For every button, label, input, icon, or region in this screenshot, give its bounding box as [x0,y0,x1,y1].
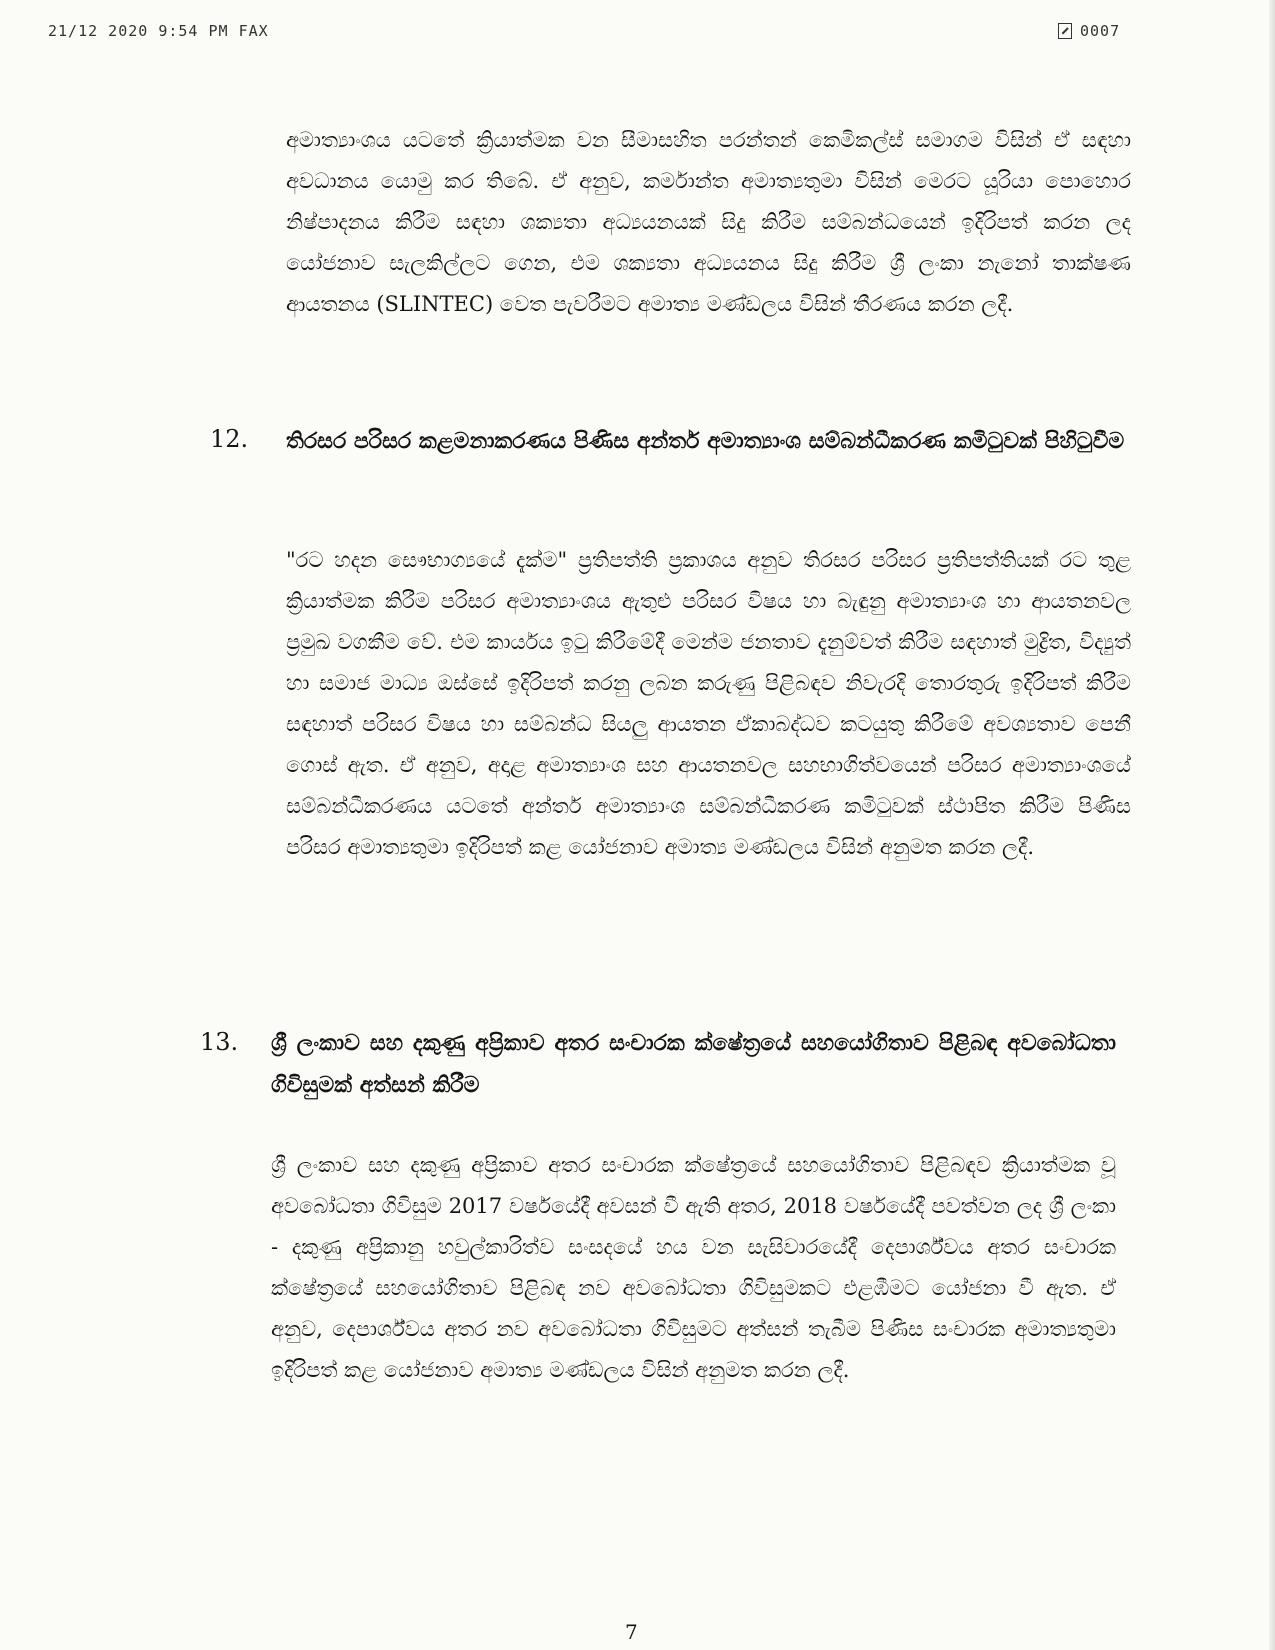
page-edge [1269,0,1275,1650]
section-13-number: 13. [200,1028,239,1056]
section-13-body: ශ්‍රී ලංකාව සහ දකුණු අප්‍රිකාව අතර සංචාරක ක්ෂේත්‍රයේ සහයෝගිතාව පිළිබඳව ක්‍රියාත්මක වූ අවබෝධතා ගිවිසුම 2017 වර්ෂයේදී අවසන් වී ඇති අතර, 2018 වර්ෂයේදී පවත්වන ලද ශ්‍රී ලංකා - දකුණු අප්‍රිකානු හවුල්කාරිත්ව සංසදයේ හය වන සැසිවාරයේදී දෙපාර්ශ්වය අතර සංචාරක ක්ෂේත්‍රයේ සහයෝගිතාව පිළිබඳ නව අවබෝධතා ගිවිසුමකට එළඹීමට යෝජනා වී ඇත. ඒ අනුව, දෙපාර්ශ්වය අතර නව අවබෝධතා ගිවිසුමට අත්සන් තැබීම පිණිස සංචාරක අමාත්‍යතුමා ඉදිරිපත් කළ යෝජනාව අමාත්‍ය මණ්ඩලය විසින් අනුමත කරන ලදී. [271,1153,1116,1382]
fax-page-code-text: 0007 [1080,22,1121,40]
fax-header: 21/12 2020 9:54 PM FAX [48,22,269,40]
section-12-number: 12. [210,425,249,453]
page-number: 7 [625,1620,638,1644]
section-12-title: තිරසර පරිසර කළමනාකරණය පිණිස අන්තර් අමාත්‍යාංශ සම්බන්ධීකරණ කමිටුවක් පිහිටුවීම [286,428,1125,454]
section-13-title: ශ්‍රී ලංකාව සහ දකුණු අප්‍රිකාව අතර සංචාරක ක්ෂේත්‍රයේ සහයෝගිතාව පිළිබඳ අවබෝධතා ගිවිසුමක් අත්සන් කිරීම [271,1030,1116,1098]
paragraph-continuation: අමාත්‍යාංශය යටතේ ක්‍රියාත්මක වන සීමාසහිත පරන්තන් කෙමිකල්ස් සමාගම විසින් ඒ සඳහා අවධානය යොමු කර තිබේ. ඒ අනුව, කර්මාන්ත අමාත්‍යතුමා විසින් මෙරට යූරියා පොහොර නිෂ්පාදනය කිරීම සඳහා ශක්‍යතා අධ්‍යයනයක් සිදු කිරීම සම්බන්ධයෙන් ඉදිරිපත් කරන ලද යෝජනාව සැලකිල්ලට ගෙන, එම ශක්‍යතා අධ්‍යයනය සිදු කිරීම ශ්‍රී ලංකා නැනෝ තාක්ෂණ ආයතනය (SLINTEC) වෙත පැවරීමට අමාත්‍ය මණ්ඩලය විසින් තීරණය කරන ලදී. [286,128,1131,316]
section-12-body: "රට හදන සෞභාග්‍යයේ දැක්ම" ප්‍රතිපත්ති ප්‍රකාශය අනුව තිරසර පරිසර ප්‍රතිපත්තියක් රට තුළ ක්‍රියාත්මක කිරීම පරිසර අමාත්‍යාංශය ඇතුළු පරිසර විෂය හා බැඳුනු අමාත්‍යාංශ හා ආයතනවල ප්‍රමුඛ වගකීම වේ. එම කාර්යය ඉටු කිරීමේදී මෙන්ම ජනතාව දැනුම්වත් කිරීම සඳහාත් මුද්‍රිත, විද්‍යුත් හා සමාජ මාධ්‍ය ඔස්සේ ඉදිරිපත් කරනු ලබන කරුණු පිළිබඳව නිවැරදි තොරතුරු ඉදිරිපත් කිරීම සඳහාත් පරිසර විෂය හා සම්බන්ධ සියලු ආයතන ඒකාබද්ධව කටයුතු කිරීමේ අවශ්‍යතාව පෙනී ගොස් ඇත. ඒ අනුව, අදාළ අමාත්‍යාංශ සහ ආයතනවල සහභාගිත්වයෙන් පරිසර අමාත්‍යාංශයේ සම්බන්ධීකරණය යටතේ අන්තර් අමාත්‍යාංශ සම්බන්ධීකරණ කමිටුවක් ස්ථාපිත කිරීම පිණිස පරිසර අමාත්‍යතුමා ඉදිරිපත් කළ යෝජනාව අමාත්‍ය මණ්ඩලය විසින් අනුමත කරන ලදී. [286,548,1131,859]
fax-edit-icon [1058,23,1072,39]
fax-page-code [1058,22,1120,40]
